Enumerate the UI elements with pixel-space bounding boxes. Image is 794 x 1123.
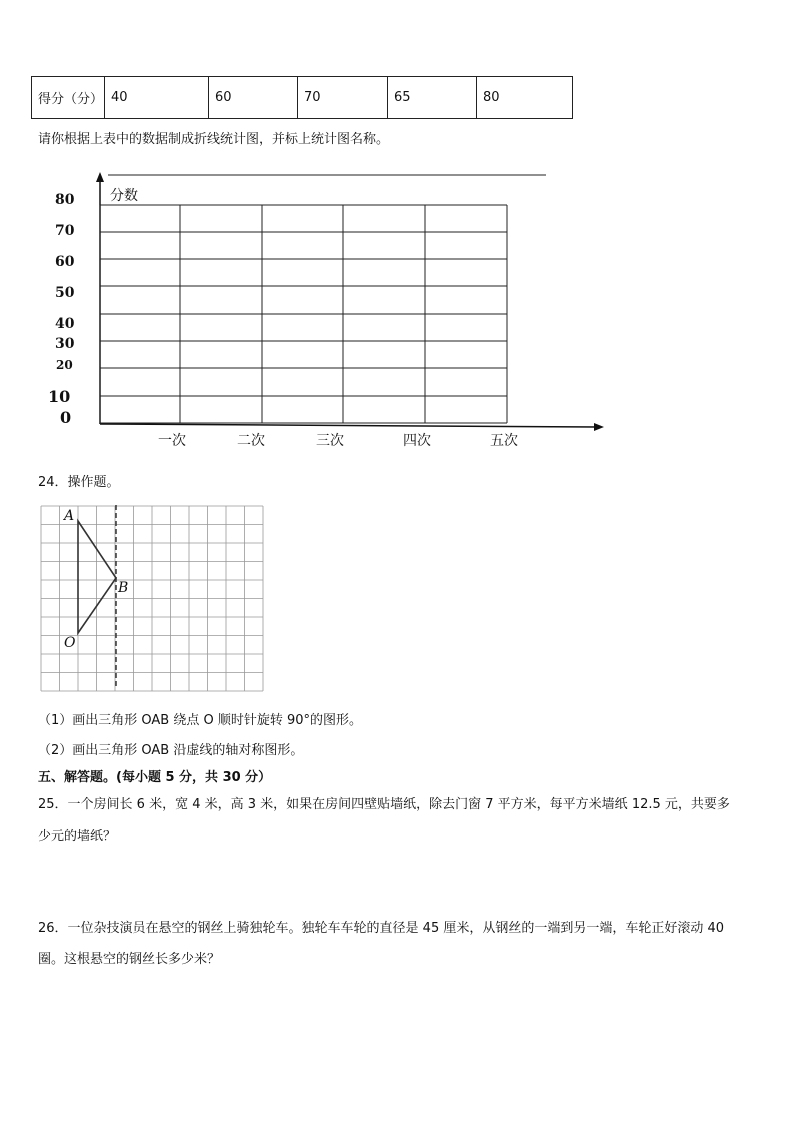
x-tick-label: 五次 — [490, 433, 518, 449]
table-cell: 80 — [477, 77, 573, 119]
x-tick-label: 三次 — [316, 433, 344, 449]
triangle-oab — [78, 521, 116, 633]
y-tick-label: 50 — [55, 285, 75, 301]
x-tick-label: 一次 — [158, 433, 186, 449]
y-axis-arrow — [96, 172, 104, 182]
table-cell: 70 — [298, 77, 388, 119]
chart-svg — [0, 0, 794, 470]
x-axis — [100, 424, 597, 427]
y-tick-label: 70 — [55, 223, 75, 239]
q24-svg — [38, 503, 268, 693]
q24-sub2: （2）画出三角形 OAB 沿虚线的轴对称图形。 — [38, 743, 304, 758]
point-b-label: B — [118, 580, 129, 596]
y-tick-label: 10 — [48, 387, 71, 406]
q26-line1: 26．一位杂技演员在悬空的钢丝上骑独轮车。独轮车车轮的直径是 45 厘米，从钢丝的一端到另一端，车轮正好滚动 40 — [38, 921, 725, 936]
square-grid — [41, 506, 263, 691]
y-tick-label: 60 — [55, 254, 75, 270]
line-chart — [0, 0, 794, 470]
q25-line1: 25．一个房间长 6 米，宽 4 米，高 3 米，如果在房间四壁贴墙纸，除去门窗 7 平方米，每平方米墙纸 12.5 元，共要多 — [38, 797, 730, 812]
y-tick-label: 40 — [55, 316, 75, 332]
chart-instruction: 请你根据上表中的数据制成折线统计图，并标上统计图名称。 — [38, 132, 390, 147]
q24-figure — [38, 503, 268, 693]
x-tick-label: 四次 — [403, 433, 431, 449]
x-axis-arrow — [594, 423, 604, 431]
table-cell: 40 — [105, 77, 209, 119]
q24-title: 24．操作题。 — [38, 475, 120, 490]
y-tick-label: 20 — [56, 358, 73, 372]
table-cell: 65 — [388, 77, 477, 119]
x-tick-label: 二次 — [237, 433, 265, 449]
y-axis-label: 分数 — [110, 188, 138, 204]
chart-grid — [100, 205, 507, 423]
point-a-label: A — [64, 508, 75, 524]
q26-line2: 圈。这根悬空的钢丝长多少米？ — [38, 952, 221, 967]
y-tick-label: 80 — [55, 192, 75, 208]
point-o-label: O — [64, 635, 76, 651]
table-header-cell: 得分（分） — [32, 77, 105, 119]
table-cell: 60 — [209, 77, 298, 119]
y-tick-label: 30 — [55, 336, 75, 352]
q25-line2: 少元的墙纸？ — [38, 829, 117, 844]
section-heading: 五、解答题。(每小题 5 分，共 30 分） — [38, 770, 272, 785]
q24-sub1: （1）画出三角形 OAB 绕点 O 顺时针旋转 90°的图形。 — [38, 713, 363, 728]
y-tick-label: 0 — [60, 408, 72, 427]
